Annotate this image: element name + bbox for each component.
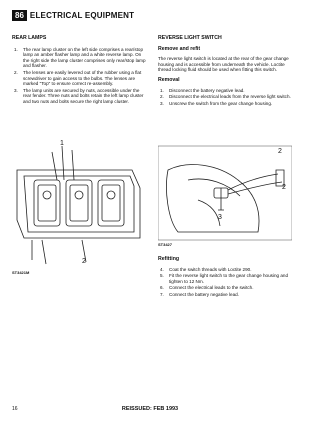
page-number: 16 — [12, 406, 18, 412]
intro-text: The reverse light switch is located at the rear of the gear change housing and is accessible from underneath the vehicle. Loctite thread locking fluid should be used when fitting this switch. — [158, 56, 289, 73]
callout-3: 3 — [218, 214, 222, 221]
list-item: 2. The lenses are easily levered out of the rubber using a flat screwdriver to gain access to the bulbs. The lenses are marked "Top" to ensure correct re-assembly. — [14, 69, 142, 87]
reverse-switch-section — [158, 36, 292, 107]
reverse-switch-figure — [158, 140, 292, 248]
list-item: 6. Connect the electrical leads to the switch. — [160, 285, 254, 291]
list-item: 4. Coat the switch threads with Loctite 290. — [160, 266, 252, 272]
refitting-list — [158, 267, 292, 298]
figure-label: ST3421M — [12, 270, 30, 275]
figure-label: ST3427 — [158, 242, 173, 247]
removal-list — [158, 88, 292, 107]
refitting-heading: Refitting — [158, 256, 180, 262]
list-item: 1. Disconnect the battery negative lead. — [160, 87, 245, 93]
rear-lamps-section — [12, 36, 146, 106]
callout-2a: 2 — [278, 148, 282, 155]
list-item: 1. The rear lamp cluster on the left side comprises a rear/stop lamp an amber flasher lamp and a white reverse lamp. On the right side the lamp cluster comprises only rear/stop lamp and flasher. — [14, 46, 146, 69]
issue-date: REISSUED: FEB 1993 — [121, 406, 179, 412]
rear-lamps-list — [12, 47, 146, 105]
callout-1: 1 — [60, 140, 64, 147]
refitting-section — [158, 252, 292, 299]
rear-lamps-title: REAR LAMPS — [12, 35, 47, 41]
remove-refit-heading: Remove and refit — [158, 45, 201, 52]
reverse-switch-illustration — [158, 140, 292, 248]
rear-lamp-illustration — [12, 140, 146, 276]
reverse-switch-title: REVERSE LIGHT SWITCH — [158, 35, 222, 41]
section-badge: 86 — [12, 10, 27, 21]
list-item: 7. Connect the battery negative lead. — [160, 291, 239, 297]
list-item: 5. Fit the reverse light switch to the gear change housing and tighten to 12 Nm. — [160, 273, 288, 284]
list-item: 3. Unscrew the switch from the gear change housing. — [160, 100, 273, 106]
page-header — [12, 10, 134, 21]
rear-lamp-figure — [12, 140, 146, 276]
removal-heading: Removal — [158, 76, 180, 83]
list-item: 2. Disconnect the electrical leads from the reverse light switch. — [160, 94, 291, 100]
section-title: ELECTRICAL EQUIPMENT — [29, 11, 135, 20]
callout-2: 2 — [82, 258, 86, 265]
list-item: 3. The lamp units are secured by nuts, accessible under the rear fender. Three nuts and bolts retain the left lamp cluster and two nuts and bolts secure the right lamp cluster. — [14, 87, 144, 104]
callout-2b: 2 — [282, 184, 286, 191]
